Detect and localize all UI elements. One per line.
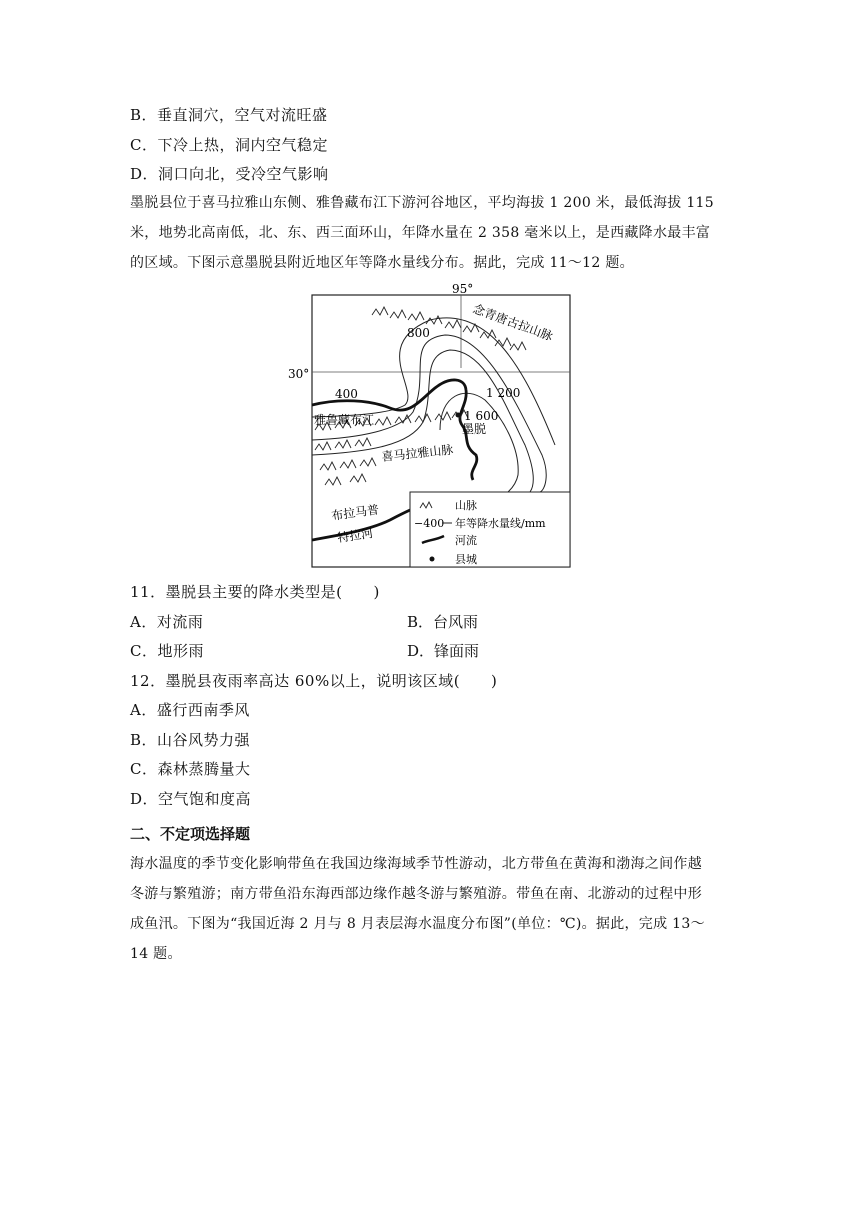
county-seat-dot — [456, 413, 461, 418]
label-brahmaputra-1: 布拉马普 — [330, 502, 380, 523]
label-brahmaputra-2: 特拉河 — [336, 526, 375, 545]
precipitation-map — [280, 280, 580, 572]
passage-line: 冬游与繁殖游；南方带鱼沿东海西部边缘作越冬游与繁殖游。带鱼在南、北游动的过程中形 — [130, 886, 702, 902]
q12-option-d: D．空气饱和度高 — [130, 790, 252, 808]
label-himalaya: 喜马拉雅山脉 — [380, 442, 454, 464]
legend-river-label: 河流 — [455, 534, 477, 547]
contour-label-400: 400 — [335, 387, 358, 401]
passage-line: 14 题。 — [130, 946, 182, 962]
q11-option-b: B．台风雨 — [407, 613, 479, 631]
section-title: 二、不定项选择题 — [130, 825, 251, 843]
legend-isohyet-value: −400 — [414, 517, 445, 530]
contour-label-800: 800 — [407, 326, 430, 340]
option-c-q10: C．下冷上热，洞内空气稳定 — [130, 136, 328, 154]
passage-11-12 — [130, 188, 730, 278]
contour-label-1600: 1 600 — [464, 409, 499, 423]
question-11-stem: 11．墨脱县主要的降水类型是( ) — [130, 583, 380, 601]
passage-line: 米，地势北高南低，北、东、西三面环山，年降水量在 2 358 毫米以上，是西藏降水最丰富 — [130, 225, 711, 241]
place-motuo: 墨脱 — [462, 422, 487, 436]
passage-line: 海水温度的季节变化影响带鱼在我国边缘海域季节性游动，北方带鱼在黄海和渤海之间作越 — [130, 856, 702, 872]
q11-option-a: A．对流雨 — [130, 613, 204, 631]
option-d-q10: D．洞口向北，受冷空气影响 — [130, 165, 329, 183]
lon-label: 95° — [452, 282, 474, 296]
passage-line: 成鱼汛。下图为“我国近海 2 月与 8 月表层海水温度分布图”(单位：℃)。据此，完成 13～ — [130, 916, 705, 932]
option-b-q10: B．垂直洞穴，空气对流旺盛 — [130, 106, 328, 124]
label-nyainqentanglha: 念青唐古拉山脉 — [470, 301, 555, 344]
legend-isohyet-label: 年等降水量线/mm — [455, 517, 546, 530]
passage-13-14 — [130, 849, 730, 969]
q11-option-c: C．地形雨 — [130, 642, 204, 660]
passage-line: 的区域。下图示意墨脱县附近地区年等降水量线分布。据此，完成 11～12 题。 — [130, 255, 634, 271]
legend-county-label: 县城 — [455, 553, 477, 566]
legend-mountain-label: 山脉 — [455, 499, 477, 512]
question-12-stem: 12．墨脱县夜雨率高达 60%以上，说明该区域( ) — [130, 672, 498, 690]
q11-option-d: D．锋面雨 — [407, 642, 480, 660]
q12-option-b: B．山谷风势力强 — [130, 731, 251, 749]
lat-label: 30° — [288, 367, 310, 381]
legend-county-icon — [430, 557, 435, 562]
q12-option-c: C．森林蒸腾量大 — [130, 760, 251, 778]
q12-option-a: A．盛行西南季风 — [130, 701, 250, 719]
passage-line: 墨脱县位于喜马拉雅山东侧、雅鲁藏布江下游河谷地区，平均海拔 1 200 米，最低海拔 115 — [130, 195, 714, 211]
label-yarlung: 雅鲁藏布江 — [314, 413, 375, 427]
contour-label-1200: 1 200 — [486, 386, 521, 400]
